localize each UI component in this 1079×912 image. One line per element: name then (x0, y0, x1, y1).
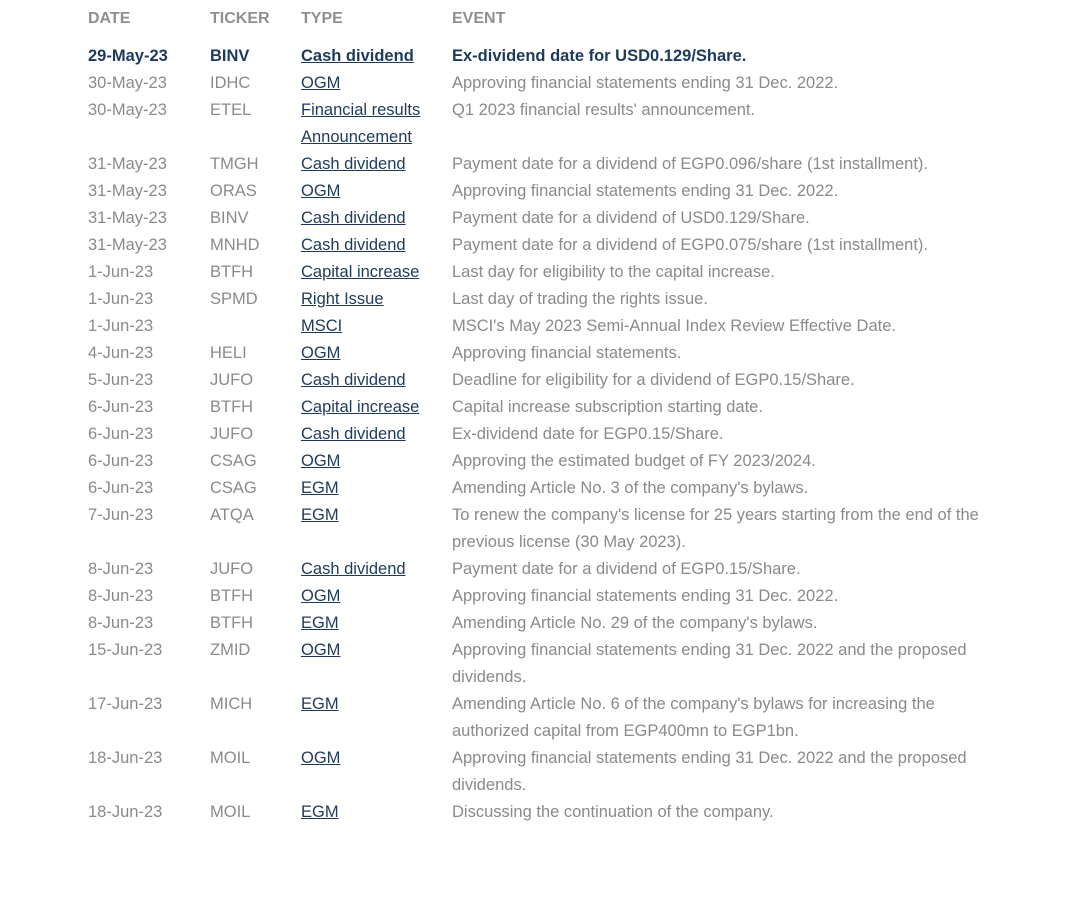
cell-date: 31-May-23 (88, 236, 167, 254)
cell-event: Amending Article No. 6 of the company's bylaws for increasing the authorized capital from EGP400mn to EGP1bn. (452, 695, 935, 740)
cell-date: 18-Jun-23 (88, 749, 163, 767)
event-type-link[interactable]: Cash dividend (301, 155, 406, 173)
table-body (88, 43, 1068, 826)
table-row (88, 232, 1068, 259)
table-row (88, 43, 1068, 70)
cell-event: Capital increase subscription starting date. (452, 398, 763, 416)
table-row (88, 745, 1068, 799)
cell-type (301, 178, 452, 205)
event-type-link[interactable]: Financial results Announcement (301, 101, 421, 146)
table-row (88, 70, 1068, 97)
cell-event: Payment date for a dividend of EGP0.096/share (1st installment). (452, 155, 929, 173)
header-event: EVENT (452, 10, 506, 27)
cell-ticker: CSAG (210, 452, 257, 470)
event-type-link[interactable]: EGM (301, 479, 339, 497)
table-row (88, 448, 1068, 475)
cell-type (301, 340, 452, 367)
table-row (88, 583, 1068, 610)
cell-date: 29-May-23 (88, 47, 168, 65)
cell-ticker: MNHD (210, 236, 260, 254)
cell-type (301, 610, 452, 637)
cell-event: To renew the company's license for 25 years starting from the end of the previous license (30 May 2023). (452, 506, 979, 551)
cell-date: 6-Jun-23 (88, 479, 154, 497)
cell-type (301, 637, 452, 664)
cell-date: 1-Jun-23 (88, 290, 154, 308)
cell-event: Approving financial statements ending 31 Dec. 2022. (452, 74, 839, 92)
event-type-link[interactable]: OGM (301, 182, 341, 200)
table-row (88, 178, 1068, 205)
cell-date: 17-Jun-23 (88, 695, 163, 713)
event-type-link[interactable]: Capital increase (301, 398, 420, 416)
event-type-link[interactable]: Right Issue (301, 290, 384, 308)
cell-date: 6-Jun-23 (88, 398, 154, 416)
cell-date: 18-Jun-23 (88, 803, 163, 821)
table-row (88, 502, 1068, 556)
cell-ticker: MICH (210, 695, 253, 713)
cell-type (301, 691, 452, 718)
cell-ticker: BTFH (210, 614, 254, 632)
cell-type (301, 151, 452, 178)
event-type-link[interactable]: OGM (301, 452, 341, 470)
cell-date: 31-May-23 (88, 209, 167, 227)
cell-event: Last day for eligibility to the capital increase. (452, 263, 775, 281)
cell-date: 8-Jun-23 (88, 614, 154, 632)
table-row (88, 259, 1068, 286)
event-type-link[interactable]: Cash dividend (301, 236, 406, 254)
cell-date: 30-May-23 (88, 74, 167, 92)
header-date: DATE (88, 10, 131, 27)
cell-date: 8-Jun-23 (88, 587, 154, 605)
cell-type (301, 448, 452, 475)
cell-ticker: ATQA (210, 506, 254, 524)
header-type: TYPE (301, 10, 343, 27)
cell-event: Approving the estimated budget of FY 2023/2024. (452, 452, 816, 470)
event-type-link[interactable]: EGM (301, 803, 339, 821)
cell-type (301, 745, 452, 772)
event-type-link[interactable]: EGM (301, 506, 339, 524)
table-row (88, 610, 1068, 637)
cell-date: 15-Jun-23 (88, 641, 163, 659)
cell-type (301, 502, 452, 529)
event-type-link[interactable]: EGM (301, 695, 339, 713)
cell-event: Approving financial statements ending 31 Dec. 2022. (452, 587, 839, 605)
event-type-link[interactable]: Capital increase (301, 263, 420, 281)
cell-event: Amending Article No. 29 of the company's bylaws. (452, 614, 818, 632)
cell-type (301, 799, 452, 826)
cell-event: Payment date for a dividend of EGP0.15/Share. (452, 560, 801, 578)
events-calendar-table (88, 5, 1068, 826)
event-type-link[interactable]: OGM (301, 74, 341, 92)
cell-type (301, 205, 452, 232)
cell-type (301, 43, 452, 70)
cell-type (301, 583, 452, 610)
cell-date: 1-Jun-23 (88, 263, 154, 281)
cell-event: Approving financial statements ending 31 Dec. 2022. (452, 182, 839, 200)
cell-ticker: BINV (210, 47, 250, 65)
cell-event: Approving financial statements ending 31 Dec. 2022 and the proposed dividends. (452, 641, 967, 686)
table-row (88, 151, 1068, 178)
cell-event: Approving financial statements ending 31 Dec. 2022 and the proposed dividends. (452, 749, 967, 794)
cell-date: 30-May-23 (88, 101, 167, 119)
event-type-link[interactable]: OGM (301, 749, 341, 767)
table-row (88, 205, 1068, 232)
cell-event: MSCI's May 2023 Semi-Annual Index Review Effective Date. (452, 317, 896, 335)
cell-ticker: IDHC (210, 74, 251, 92)
cell-type (301, 259, 452, 286)
cell-event: Payment date for a dividend of EGP0.075/share (1st installment). (452, 236, 929, 254)
cell-type (301, 97, 452, 151)
cell-date: 1-Jun-23 (88, 317, 154, 335)
event-type-link[interactable]: Cash dividend (301, 560, 406, 578)
cell-ticker: JUFO (210, 560, 254, 578)
cell-ticker: ORAS (210, 182, 257, 200)
cell-event: Payment date for a dividend of USD0.129/Share. (452, 209, 810, 227)
event-type-link[interactable]: OGM (301, 587, 341, 605)
cell-ticker: CSAG (210, 479, 257, 497)
table-row (88, 367, 1068, 394)
cell-event: Discussing the continuation of the company. (452, 803, 774, 821)
cell-ticker: BTFH (210, 263, 254, 281)
event-type-link[interactable]: MSCI (301, 317, 343, 335)
event-type-link[interactable]: Cash dividend (301, 371, 406, 389)
table-row (88, 556, 1068, 583)
cell-ticker: TMGH (210, 155, 259, 173)
event-type-link[interactable]: OGM (301, 641, 341, 659)
cell-type (301, 394, 452, 421)
cell-type (301, 475, 452, 502)
table-row (88, 340, 1068, 367)
cell-date: 31-May-23 (88, 182, 167, 200)
table-row (88, 799, 1068, 826)
cell-date: 31-May-23 (88, 155, 167, 173)
cell-date: 4-Jun-23 (88, 344, 154, 362)
table-row (88, 421, 1068, 448)
cell-type (301, 286, 452, 313)
cell-date: 6-Jun-23 (88, 452, 154, 470)
cell-event: Ex-dividend date for USD0.129/Share. (452, 47, 747, 65)
cell-ticker: HELI (210, 344, 247, 362)
cell-ticker: JUFO (210, 425, 254, 443)
event-type-link[interactable]: Cash dividend (301, 209, 406, 227)
cell-ticker: MOIL (210, 749, 251, 767)
table-row (88, 637, 1068, 691)
cell-ticker: MOIL (210, 803, 251, 821)
event-type-link[interactable]: Cash dividend (301, 425, 406, 443)
cell-ticker: JUFO (210, 371, 254, 389)
cell-date: 5-Jun-23 (88, 371, 154, 389)
cell-type (301, 421, 452, 448)
cell-type (301, 556, 452, 583)
cell-type (301, 367, 452, 394)
cell-date: 7-Jun-23 (88, 506, 154, 524)
cell-event: Deadline for eligibility for a dividend of EGP0.15/Share. (452, 371, 855, 389)
cell-ticker: BTFH (210, 587, 254, 605)
cell-event: Q1 2023 financial results' announcement. (452, 101, 756, 119)
table-row (88, 286, 1068, 313)
table-row (88, 475, 1068, 502)
table-row (88, 97, 1068, 151)
table-row (88, 313, 1068, 340)
cell-type (301, 232, 452, 259)
table-header (88, 5, 1068, 32)
cell-event: Amending Article No. 3 of the company's bylaws. (452, 479, 809, 497)
cell-ticker: SPMD (210, 290, 258, 308)
cell-date: 8-Jun-23 (88, 560, 154, 578)
cell-type (301, 70, 452, 97)
cell-type (301, 313, 452, 340)
cell-event: Approving financial statements. (452, 344, 682, 362)
table-row (88, 691, 1068, 745)
cell-ticker: BINV (210, 209, 249, 227)
cell-ticker: ZMID (210, 641, 251, 659)
table-row (88, 394, 1068, 421)
cell-event: Ex-dividend date for EGP0.15/Share. (452, 425, 724, 443)
cell-event: Last day of trading the rights issue. (452, 290, 708, 308)
cell-ticker: ETEL (210, 101, 252, 119)
event-type-link[interactable]: Cash dividend (301, 47, 414, 65)
cell-ticker: BTFH (210, 398, 254, 416)
header-ticker: TICKER (210, 10, 270, 27)
cell-date: 6-Jun-23 (88, 425, 154, 443)
event-type-link[interactable]: EGM (301, 614, 339, 632)
event-type-link[interactable]: OGM (301, 344, 341, 362)
